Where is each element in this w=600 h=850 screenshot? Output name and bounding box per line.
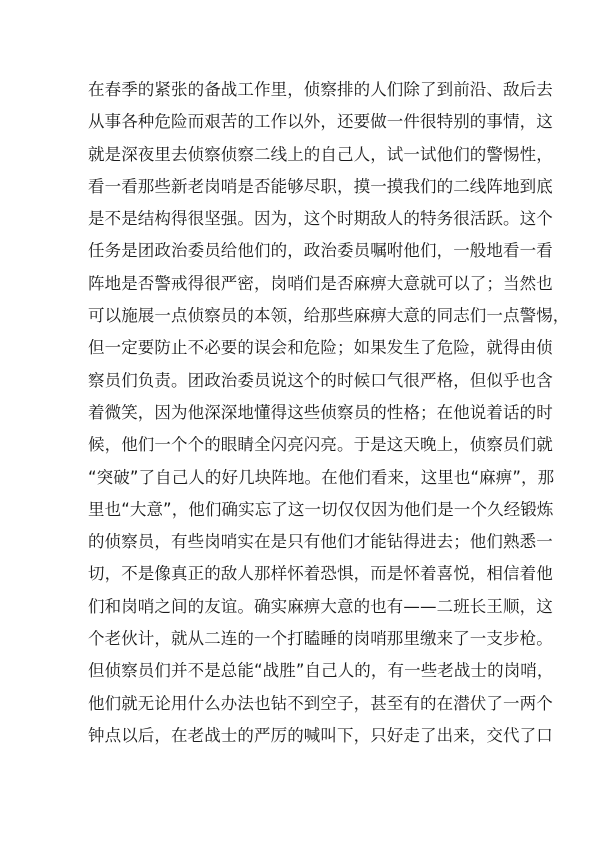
text-line: 们和岗哨之间的友谊。确实麻痹大意的也有——二班长王顺，这 bbox=[88, 596, 553, 616]
text-line: 钟点以后，在老战士的严厉的喊叫下，只好走了出来，交代了口 bbox=[88, 725, 553, 745]
text-line: 从事各种危险而艰苦的工作以外，还要做一件很特别的事情，这 bbox=[88, 112, 553, 132]
text-line: 阵地是否警戒得很严密，岗哨们是否麻痹大意就可以了；当然也 bbox=[88, 273, 553, 293]
text-line: 个老伙计，就从二连的一个打瞌睡的岗哨那里缴来了一支步枪。 bbox=[88, 629, 553, 649]
text-line: 他们就无论用什么办法也钻不到空子，甚至有的在潜伏了一两个 bbox=[88, 693, 553, 713]
text-line: 但一定要防止不必要的误会和危险；如果发生了危险，就得由侦 bbox=[88, 338, 553, 358]
text-line: “突破”了自己人的好几块阵地。在他们看来，这里也“麻痹”，那 bbox=[88, 467, 555, 487]
text-line: 任务是团政治委员给他们的，政治委员嘱咐他们，一般地看一看 bbox=[88, 241, 553, 261]
text-line: 的侦察员，有些岗哨实在是只有他们才能钻得进去；他们熟悉一 bbox=[88, 532, 553, 552]
text-line: 候，他们一个个的眼睛全闪亮闪亮。于是这天晚上，侦察员们就 bbox=[88, 435, 553, 455]
text-line: 着微笑，因为他深深地懂得这些侦察员的性格；在他说着话的时 bbox=[88, 402, 553, 422]
text-line: 就是深夜里去侦察侦察二线上的自己人，试一试他们的警惕性， bbox=[88, 144, 553, 164]
text-line: 里也“大意”，他们确实忘了这一切仅仅因为他们是一个久经锻炼 bbox=[88, 499, 554, 519]
text-line: 在春季的紧张的备战工作里，侦察排的人们除了到前沿、敌后去 bbox=[88, 80, 553, 99]
body-text bbox=[88, 74, 570, 752]
text-line: 但侦察员们并不是总能“战胜”自己人的，有一些老战士的岗哨， bbox=[88, 661, 554, 681]
text-line: 切，不是像真正的敌人那样怀着恐惧，而是怀着喜悦，相信着他 bbox=[88, 564, 553, 584]
text-line: 看一看那些新老岗哨是否能够尽职，摸一摸我们的二线阵地到底 bbox=[88, 176, 553, 196]
text-line: 察员们负责。团政治委员说这个的时候口气很严格，但似乎也含 bbox=[88, 370, 553, 390]
text-line: 是不是结构得很坚强。因为，这个时期敌人的特务很活跃。这个 bbox=[88, 209, 553, 229]
text-line: 可以施展一点侦察员的本领，给那些麻痹大意的同志们一点警惕， bbox=[88, 306, 570, 326]
